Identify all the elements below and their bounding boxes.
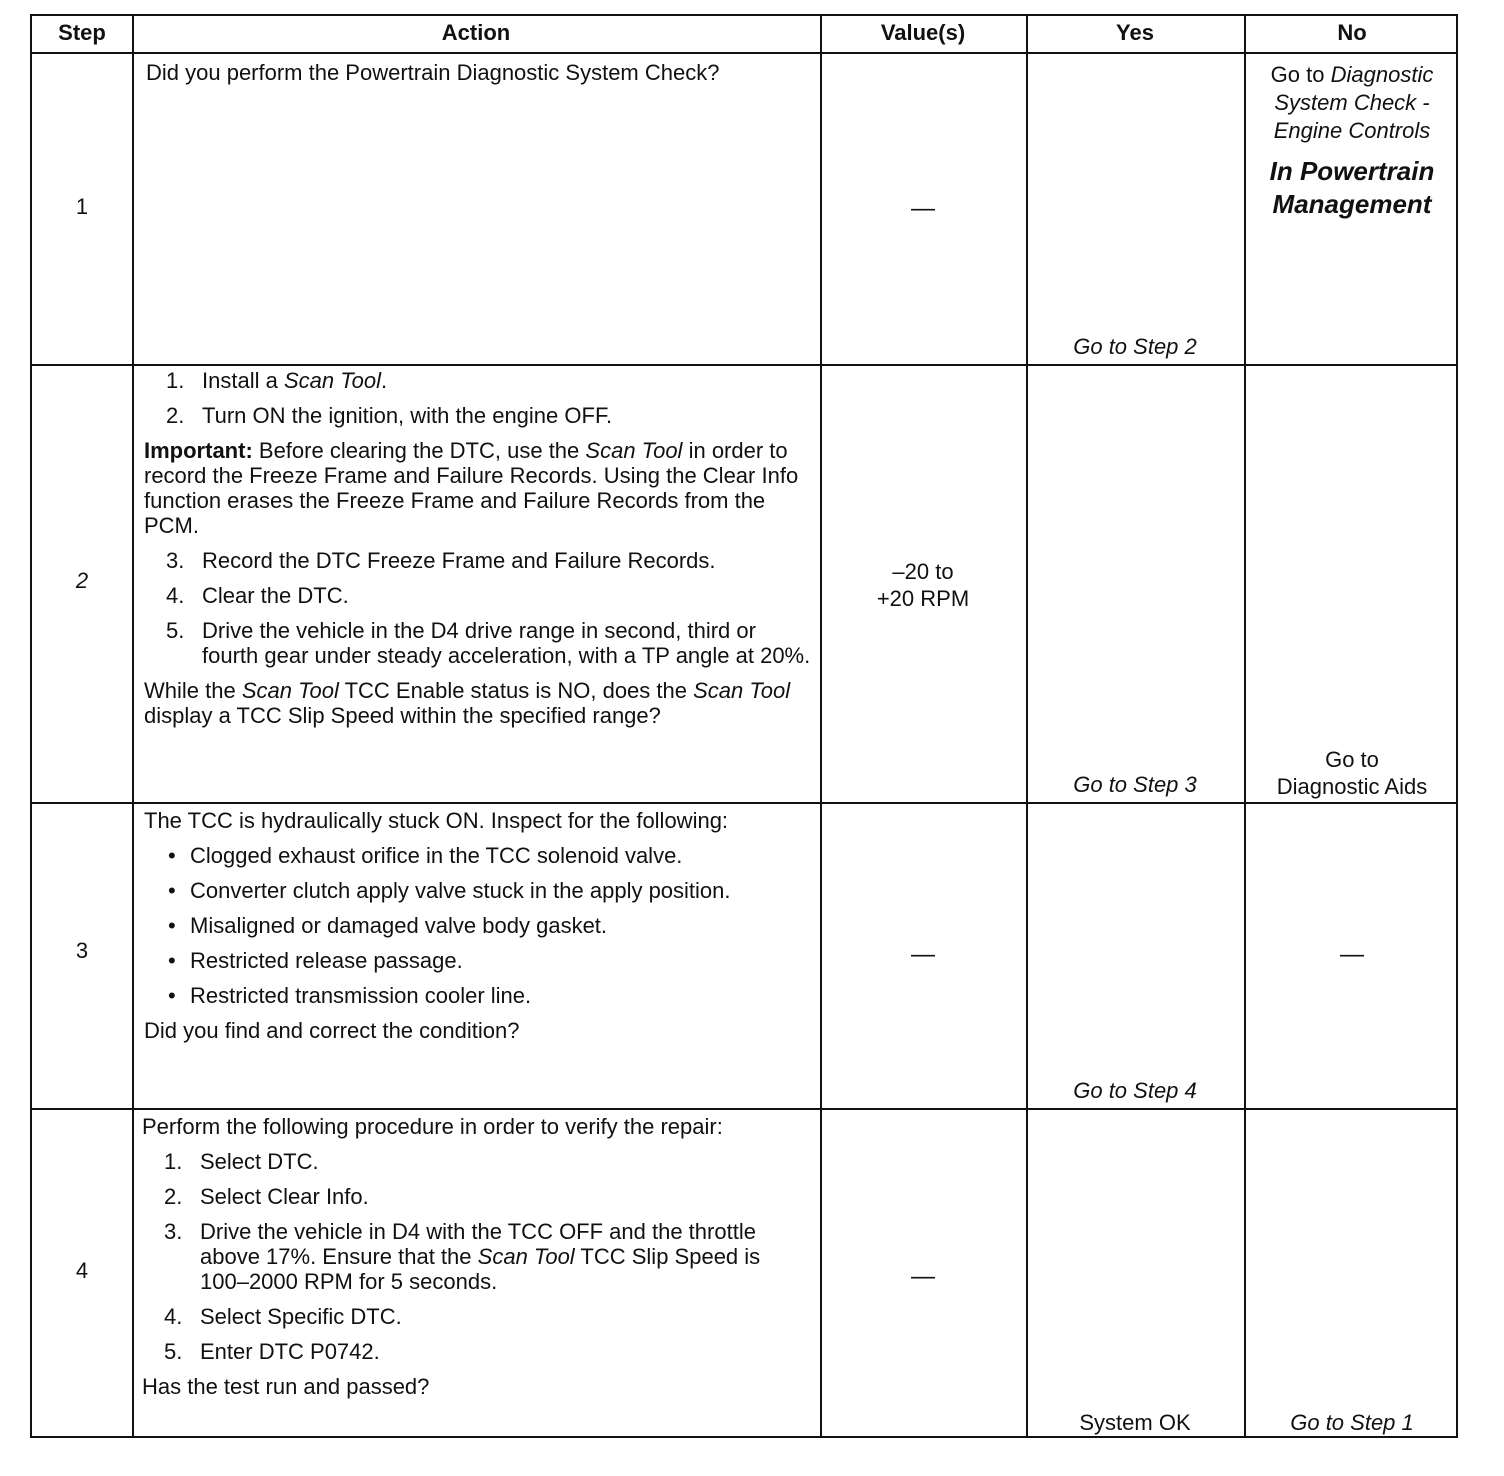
row-3-step: 3 xyxy=(75,938,89,963)
row-2-yes: Go to Step 3 xyxy=(1073,772,1197,797)
row-3-value: — xyxy=(911,941,935,968)
row-4-question: Has the test run and passed? xyxy=(142,1374,430,1399)
row-4-intro: Perform the following procedure in order to verify the repair: xyxy=(142,1114,723,1139)
header-yes: Yes xyxy=(1116,20,1154,45)
list-item: • Converter clutch apply valve stuck in the apply position. xyxy=(168,878,731,903)
list-item: • Misaligned or damaged valve body gasket. xyxy=(168,913,608,938)
row-3-intro: The TCC is hydraulically stuck ON. Inspect for the following: xyxy=(144,808,729,833)
row-2-value: –20 to +20 RPM xyxy=(876,559,970,611)
row-3-question: Did you find and correct the condition? xyxy=(144,1018,520,1043)
list-item: 2. Turn ON the ignition, with the engine OFF. xyxy=(166,403,613,428)
row-1-no-line2: System Check - xyxy=(1274,90,1430,115)
row-2-step: 2 xyxy=(75,568,89,593)
col-divider-values xyxy=(1026,14,1028,1436)
header-divider xyxy=(32,52,1456,54)
row-2-question: While the Scan Tool TCC Enable status is NO, does the Scan Tool display a TCC Slip Speed within the specified range? xyxy=(144,678,791,728)
row-3-yes: Go to Step 4 xyxy=(1073,1078,1197,1103)
list-item: 3. Drive the vehicle in D4 with the TCC OFF and the throttle above 17%. Ensure that the Scan Tool TCC Slip Speed is 100–2000 RPM for 5 seconds. xyxy=(164,1219,761,1294)
row-3-no: — xyxy=(1340,941,1364,968)
col-divider-yes xyxy=(1244,14,1246,1436)
list-item: • Restricted release passage. xyxy=(168,948,463,973)
row-4-no: Go to Step 1 xyxy=(1290,1410,1414,1435)
row-2-no: Go to Diagnostic Aids xyxy=(1276,747,1428,799)
row-1-yes: Go to Step 2 xyxy=(1073,334,1197,359)
list-item: 4. Clear the DTC. xyxy=(166,583,349,608)
row-1-value: — xyxy=(911,195,935,222)
row-divider-2 xyxy=(32,802,1456,804)
important-note: Important: Before clearing the DTC, use the Scan Tool in order to record the Freeze Frame and Failure Records. Using the Clear Info function erases the Freeze Frame and Failure Records from the PCM. xyxy=(144,438,799,538)
row-1-no-note1: In Powertrain xyxy=(1269,156,1435,186)
row-4-action xyxy=(142,1114,812,1409)
col-divider-action xyxy=(820,14,822,1436)
row-1-step: 1 xyxy=(75,194,89,219)
diagnostic-table xyxy=(30,14,1458,1438)
row-2-action xyxy=(144,368,812,738)
row-1-no-line3: Engine Controls xyxy=(1273,118,1431,143)
list-item: 2. Select Clear Info. xyxy=(164,1184,369,1209)
row-1-no-line1: Go to Diagnostic xyxy=(1270,62,1434,87)
row-divider-3 xyxy=(32,1108,1456,1110)
row-1-action: Did you perform the Powertrain Diagnostic System Check? xyxy=(146,60,720,85)
row-4-value: — xyxy=(911,1263,935,1290)
row-4-yes: System OK xyxy=(1079,1410,1191,1435)
row-4-step: 4 xyxy=(75,1258,89,1283)
row-divider-1 xyxy=(32,364,1456,366)
header-step: Step xyxy=(58,20,106,45)
col-divider-step xyxy=(132,14,134,1436)
list-item: 1. Select DTC. xyxy=(164,1149,319,1174)
header-action: Action xyxy=(441,20,511,45)
row-3-action xyxy=(144,808,812,1053)
list-item: 4. Select Specific DTC. xyxy=(164,1304,402,1329)
row-1-no xyxy=(1244,61,1460,221)
list-item: 1. Install a Scan Tool. xyxy=(166,368,388,393)
header-values: Value(s) xyxy=(880,20,966,45)
list-item: • Restricted transmission cooler line. xyxy=(168,983,532,1008)
row-1-no-note2: Management xyxy=(1272,189,1432,219)
list-item: 5. Drive the vehicle in the D4 drive range in second, third or fourth gear under steady acceleration, with a TP angle at 20%. xyxy=(166,618,811,668)
list-item: 5. Enter DTC P0742. xyxy=(164,1339,380,1364)
list-item: • Clogged exhaust orifice in the TCC solenoid valve. xyxy=(168,843,683,868)
header-no: No xyxy=(1337,20,1367,45)
list-item: 3. Record the DTC Freeze Frame and Failure Records. xyxy=(166,548,716,573)
